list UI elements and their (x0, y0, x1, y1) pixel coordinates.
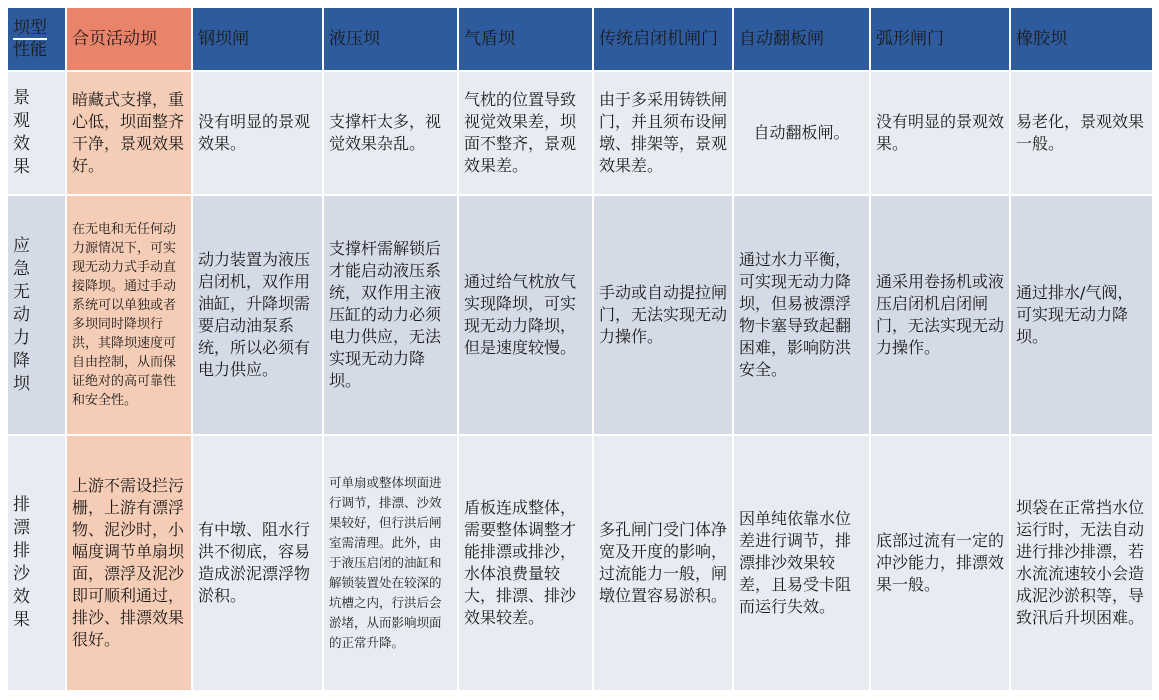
cell-landscape-traditional: 由于多采用铸铁闸门，并且须布设闸墩、排架等，景观效果差。 (594, 72, 732, 194)
row-label-landscape (8, 72, 65, 194)
cell-emergency-traditional: 手动或自动提拉闸门，无法实现无动力操作。 (594, 196, 732, 434)
dam-comparison-table (6, 6, 1154, 692)
cell-debris-traditional: 多孔闸门受门体净宽及开度的影响，过流能力一般，闸墩位置容易淤积。 (594, 436, 732, 690)
cell-landscape-auto-flap: 自动翻板闸。 (734, 72, 869, 194)
cell-emergency-hydraulic: 支撑杆需解锁后才能启动液压系统，双作用主液压缸的动力必须电力供应，无法实现无动力降坝。 (324, 196, 457, 434)
cell-landscape-steel: 没有明显的景观效果。 (193, 72, 322, 194)
header-col-rubber-dam: 橡胶坝 (1011, 8, 1152, 70)
cell-landscape-hinged: 暗藏式支撑，重心低，坝面整齐干净，景观效果好。 (67, 72, 191, 194)
cell-emergency-rubber: 通过排水/气阀，可实现无动力降坝。 (1011, 196, 1152, 434)
cell-emergency-steel: 动力装置为液压启闭机，双作用油缸，升降坝需要启动油泵系统，所以必须有电力供应。 (193, 196, 322, 434)
cell-landscape-hydraulic: 支撑杆太多，视觉效果杂乱。 (324, 72, 457, 194)
cell-debris-auto-flap: 因单纯依靠水位差进行调节，排漂排沙效果较差，且易受卡阻而运行失效。 (734, 436, 869, 690)
header-col-auto-flap-gate: 自动翻板闸 (734, 8, 869, 70)
cell-debris-hinged: 上游不需设拦污栅，上游有漂浮物、泥沙时，小幅度调节单扇坝面，漂浮及泥沙即可顺利通过，排沙、排漂效果很好。 (67, 436, 191, 690)
header-col-traditional-hoist-gate: 传统启闭机闸门 (594, 8, 732, 70)
cell-emergency-air-shield: 通过给气枕放气实现降坝，可实现无动力降坝，但是速度较慢。 (459, 196, 592, 434)
cell-landscape-air-shield: 气枕的位置导致视觉效果差，坝面不整齐，景观效果差。 (459, 72, 592, 194)
cell-debris-steel: 有中墩、阻水行洪不彻底，容易造成淤泥漂浮物淤积。 (193, 436, 322, 690)
row-label-text: 排 漂 排 沙 效 果 (13, 495, 30, 630)
cell-debris-hydraulic: 可单扇或整体坝面进行调节，排漂、沙效果较好，但行洪后闸室需清理。此外，由于液压启闭的油缸和解锁装置处在较深的坑槽之内，行洪后会淤堵，从而影响坝面的正常升降。 (324, 436, 457, 690)
cell-landscape-rubber: 易老化，景观效果一般。 (1011, 72, 1152, 194)
header-col-air-shield-dam: 气盾坝 (459, 8, 592, 70)
cell-emergency-auto-flap: 通过水力平衡，可实现无动力降坝，但易被漂浮物卡塞导致起翻困难，影响防洪安全。 (734, 196, 869, 434)
header-corner (8, 8, 65, 70)
row-emergency-lowering (8, 196, 1152, 434)
row-label-debris (8, 436, 65, 690)
cell-landscape-radial: 没有明显的景观效果。 (871, 72, 1009, 194)
row-label-text: 应 急 无 动 力 降 坝 (13, 235, 30, 394)
header-row (8, 8, 1152, 70)
corner-label-performance: 性能 (13, 40, 47, 60)
cell-debris-air-shield: 盾板连成整体，需要整体调整才能排漂或排沙，水体浪费量较大，排漂、排沙效果较差。 (459, 436, 592, 690)
cell-debris-rubber: 坝袋在正常挡水位运行时，无法自动进行排沙排漂，若水流流速较小会造成泥沙淤积等，导致汛后升坝困难。 (1011, 436, 1152, 690)
header-col-hydraulic-dam: 液压坝 (324, 8, 457, 70)
row-debris-sediment (8, 436, 1152, 690)
row-label-emergency (8, 196, 65, 434)
header-col-hinged-dam: 合页活动坝 (67, 8, 191, 70)
row-label-text: 景 观 效 果 (13, 88, 30, 177)
header-col-radial-gate: 弧形闸门 (871, 8, 1009, 70)
cell-debris-radial: 底部过流有一定的冲沙能力，排漂效果一般。 (871, 436, 1009, 690)
header-col-steel-dam-gate: 钢坝闸 (193, 8, 322, 70)
cell-emergency-hinged: 在无电和无任何动力源情况下，可实现无动力式手动直接降坝。通过手动系统可以单独或者多坝同时降坝行洪，其降坝速度可自由控制，从而保证绝对的高可靠性和安全性。 (67, 196, 191, 434)
cell-emergency-radial: 通采用卷扬机或液压启闭机启闭闸门，无法实现无动力操作。 (871, 196, 1009, 434)
corner-label-dam-type: 坝型 (13, 18, 47, 38)
row-landscape-effect (8, 72, 1152, 194)
